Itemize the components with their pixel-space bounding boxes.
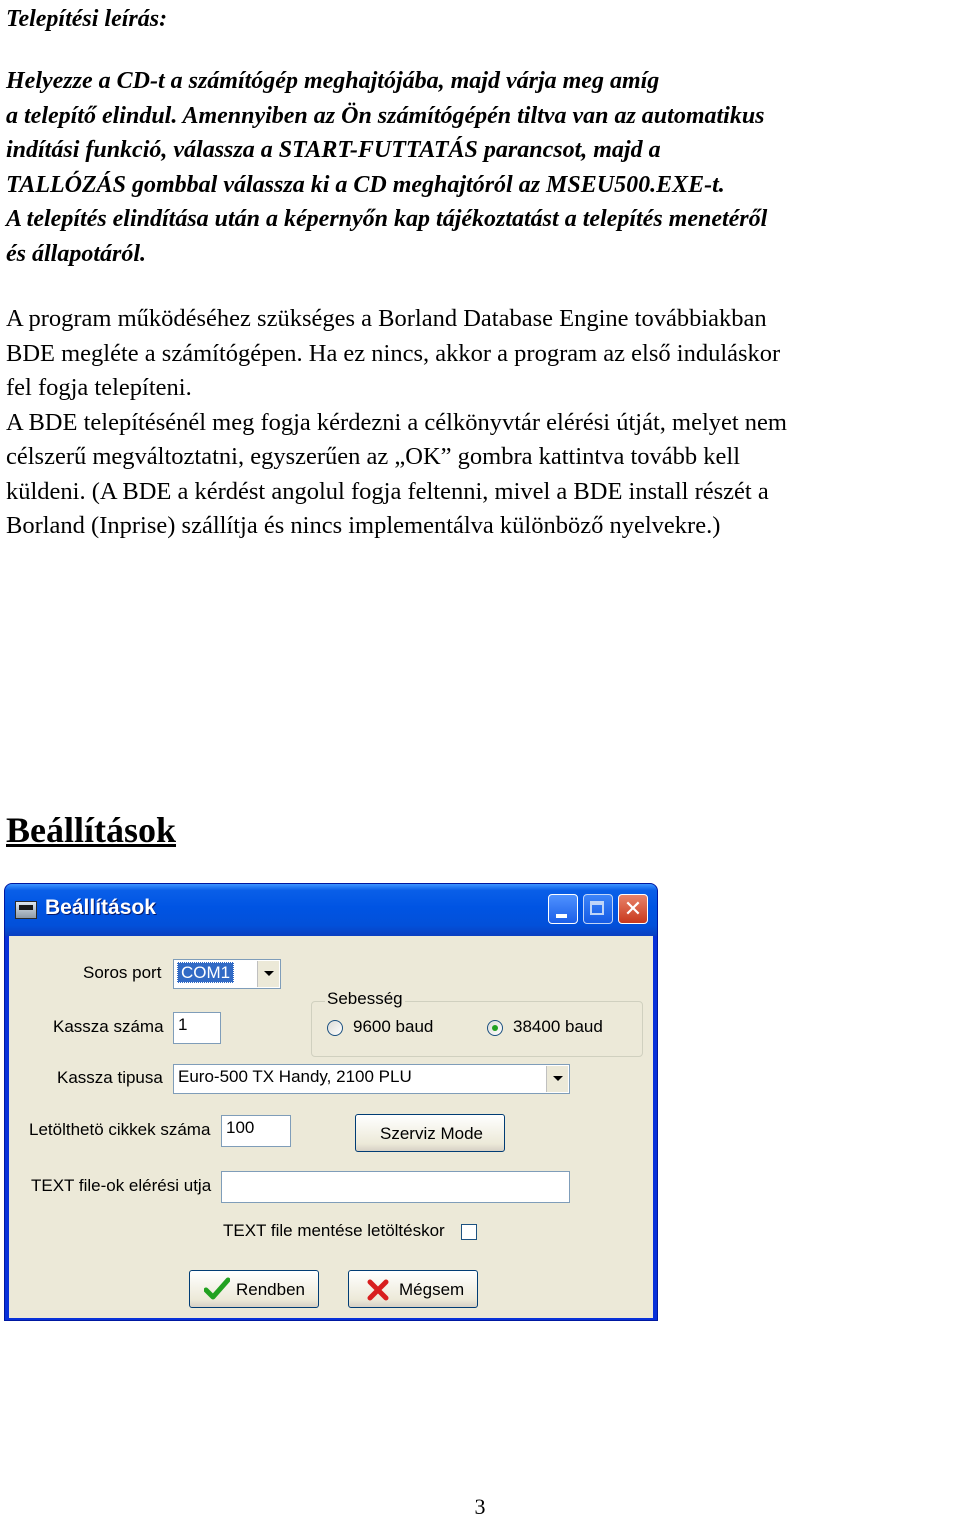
text-path-input[interactable] bbox=[221, 1171, 570, 1203]
soros-port-select[interactable] bbox=[173, 959, 281, 989]
close-icon bbox=[367, 1279, 389, 1301]
sebesseg-label: Sebesség bbox=[327, 989, 403, 1008]
bde-line: célszerű megváltoztatni, egyszerűen az „OK” gombra kattintva tovább kell bbox=[6, 443, 741, 470]
intro-line: és állapotáról. bbox=[6, 240, 147, 267]
install-heading: Telepítési leírás: bbox=[6, 6, 168, 32]
minimize-button[interactable] bbox=[548, 894, 578, 924]
install-intro-paragraph bbox=[6, 64, 956, 271]
cancel-button[interactable] bbox=[348, 1270, 478, 1308]
bde-line: fel fogja telepíteni. bbox=[6, 374, 192, 401]
cikkek-szama-label: Letölthetö cikkek száma bbox=[29, 1120, 211, 1139]
text-path-label: TEXT file-ok elérési utja bbox=[31, 1176, 212, 1195]
kassza-tipusa-label: Kassza tipusa bbox=[57, 1068, 163, 1087]
bde-line: A BDE telepítésénél meg fogja kérdezni a célkönyvtár elérési útját, melyet nem bbox=[6, 408, 787, 436]
chevron-down-icon[interactable] bbox=[546, 1066, 568, 1092]
close-button[interactable] bbox=[618, 894, 648, 924]
soros-port-label: Soros port bbox=[83, 963, 162, 982]
text-save-checkbox[interactable] bbox=[461, 1224, 477, 1240]
szerviz-mode-label: Szerviz Mode bbox=[380, 1124, 483, 1143]
close-icon: ✕ bbox=[623, 896, 643, 921]
szerviz-mode-button[interactable] bbox=[355, 1114, 505, 1152]
dialog-titlebar[interactable] bbox=[5, 884, 657, 936]
kassza-szama-label: Kassza száma bbox=[53, 1017, 164, 1036]
soros-port-value: COM1 bbox=[177, 962, 234, 983]
text-save-label: TEXT file mentése letöltéskor bbox=[223, 1221, 445, 1240]
bde-paragraphs bbox=[6, 302, 956, 544]
intro-line: Helyezze a CD-t a számítógép meghajtójába, majd várja meg amíg bbox=[6, 68, 660, 94]
intro-line: indítási funkció, válassza a START-FUTTATÁS parancsot, majd a bbox=[6, 137, 661, 163]
ok-button[interactable] bbox=[189, 1270, 319, 1308]
bde-line: A program működéséhez szükséges a Borland Database Engine továbbiakban bbox=[6, 305, 767, 332]
intro-line: A telepítés elindítása után a képernyőn kap tájékoztatást a telepítés menetéről bbox=[6, 206, 768, 232]
dialog-client-area bbox=[9, 936, 653, 1318]
ok-button-label: Rendben bbox=[236, 1280, 306, 1299]
intro-line: TALLÓZÁS gombbal válassza ki a CD meghajtóról az MSEU500.EXE-t. bbox=[6, 171, 725, 198]
intro-line: a telepítő elindul. Amennyiben az Ön számítógépén tiltva van az automatikus bbox=[6, 102, 765, 129]
radio-38400-label: 38400 baud bbox=[513, 1017, 603, 1036]
cikkek-szama-input[interactable] bbox=[221, 1115, 291, 1147]
section-title: Beállítások bbox=[6, 810, 177, 850]
kassza-szama-input[interactable] bbox=[173, 1012, 221, 1044]
settings-dialog bbox=[4, 883, 658, 1321]
kassza-tipusa-select[interactable] bbox=[173, 1064, 570, 1094]
chevron-down-icon[interactable] bbox=[257, 961, 279, 987]
bde-line: BDE megléte a számítógépen. Ha ez nincs, akkor a program az első induláskor bbox=[6, 339, 781, 367]
radio-9600[interactable] bbox=[327, 1020, 343, 1036]
kassza-tipusa-value: Euro-500 TX Handy, 2100 PLU bbox=[178, 1067, 412, 1086]
app-icon bbox=[15, 901, 37, 919]
check-icon bbox=[204, 1277, 230, 1301]
dialog-title: Beállítások bbox=[45, 896, 156, 919]
radio-38400[interactable] bbox=[487, 1020, 503, 1036]
maximize-button[interactable] bbox=[583, 894, 613, 924]
bde-line: Borland (Inprise) szállítja és nincs implementálva különböző nyelvekre.) bbox=[6, 512, 721, 539]
radio-9600-label: 9600 baud bbox=[353, 1017, 434, 1036]
cikkek-szama-value: 100 bbox=[226, 1118, 255, 1137]
kassza-szama-value: 1 bbox=[178, 1015, 188, 1034]
cancel-button-label: Mégsem bbox=[399, 1280, 465, 1299]
page-number: 3 bbox=[474, 1494, 486, 1519]
bde-line: küldeni. (A BDE a kérdést angolul fogja feltenni, mivel a BDE install részét a bbox=[6, 477, 769, 505]
